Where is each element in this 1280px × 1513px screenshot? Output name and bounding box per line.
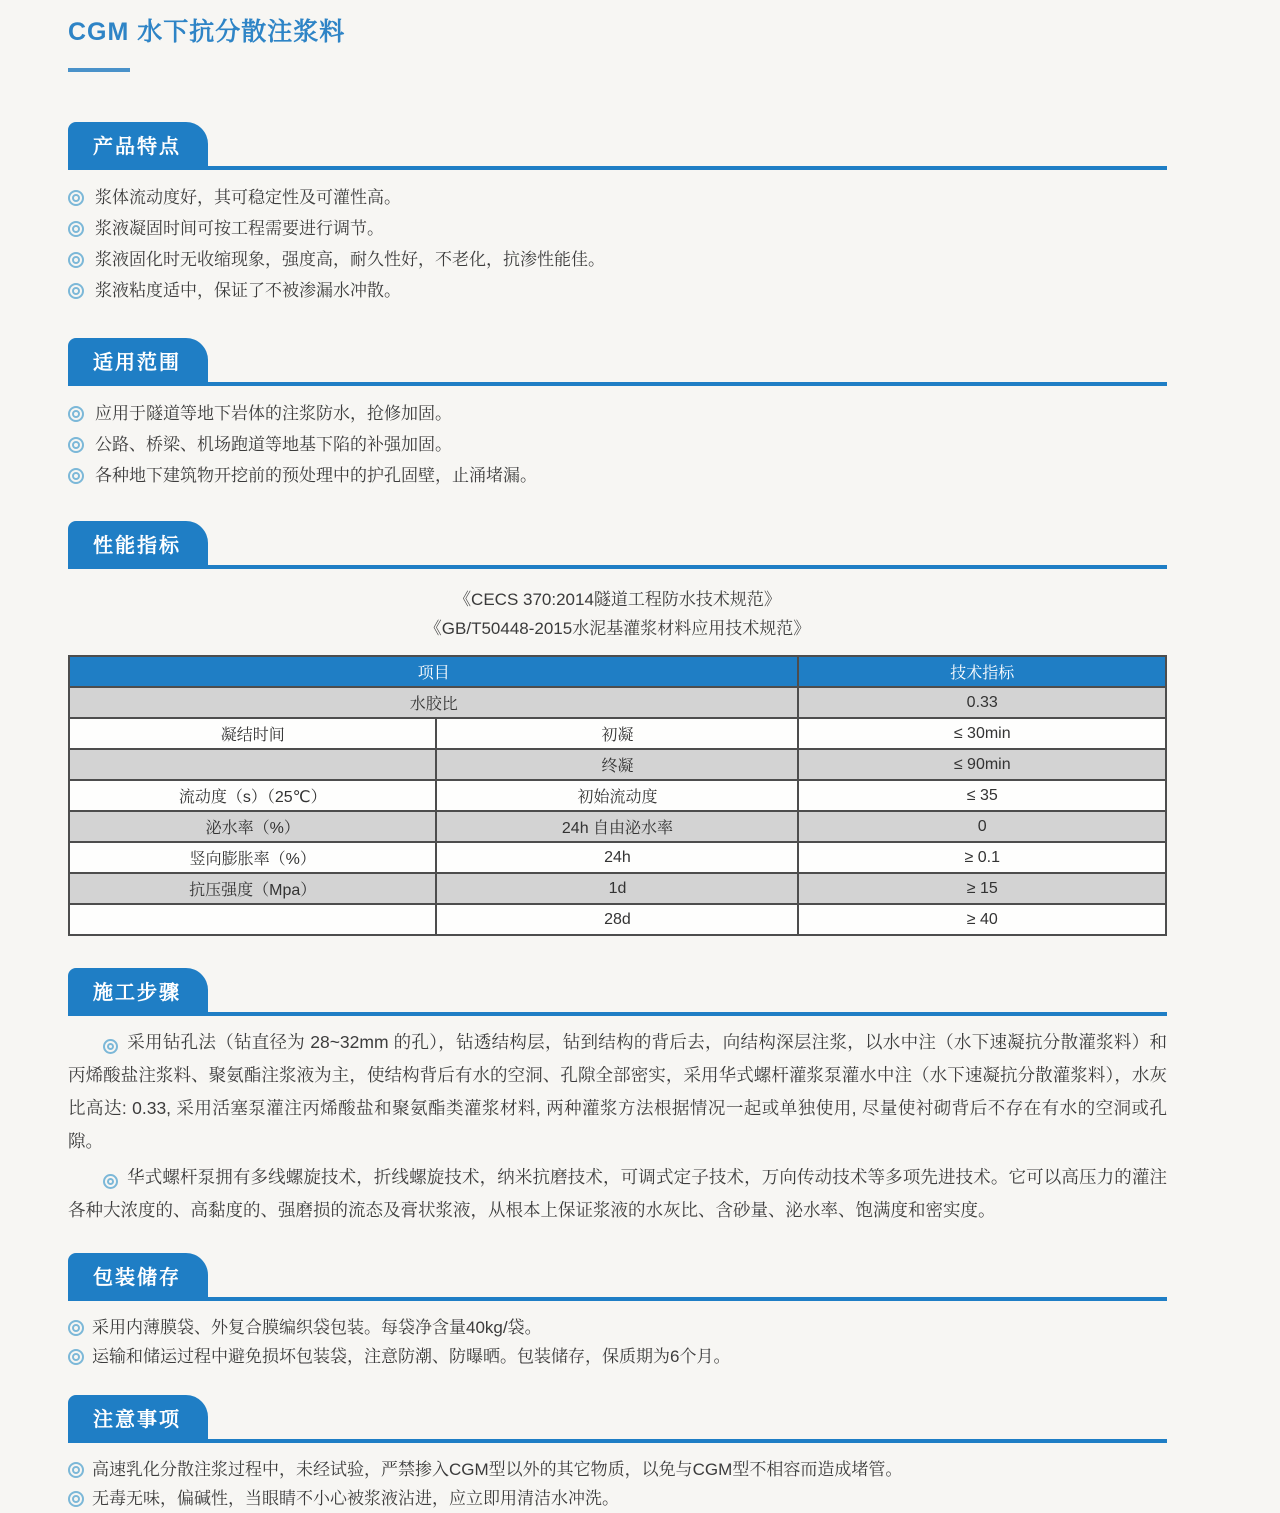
list-item (68, 182, 1167, 213)
section-notes (68, 1395, 1167, 1513)
list-item-text: 公路、桥梁、机场跑道等地基下陷的补强加固。 (95, 435, 452, 454)
construction-paragraphs (68, 1026, 1167, 1227)
scope-list (68, 398, 1167, 491)
table-cell: 0 (798, 811, 1166, 842)
page-title: CGM 水下抗分散注浆料 (68, 18, 346, 46)
list-item (68, 398, 1167, 429)
double-circle-bullet-icon (68, 468, 84, 484)
table-cell: 泌水率（%） (69, 811, 436, 842)
double-circle-bullet-icon (68, 1462, 84, 1478)
table-header-item: 项目 (69, 656, 798, 687)
list-item (68, 460, 1167, 491)
standards-references (68, 585, 1167, 643)
table-cell: 1d (436, 873, 798, 904)
list-item (68, 244, 1167, 275)
table-cell: 初始流动度 (436, 780, 798, 811)
list-item (68, 429, 1167, 460)
section-header-rule (68, 1253, 1167, 1301)
list-item-text: 应用于隧道等地下岩体的注浆防水，抢修加固。 (95, 404, 452, 423)
list-item-text: 浆液粘度适中，保证了不被渗漏水冲散。 (95, 281, 401, 300)
list-item-text: 浆体流动度好，其可稳定性及可灌性高。 (95, 188, 401, 207)
section-heading-packaging: 包装储存 (68, 1253, 208, 1297)
double-circle-bullet-icon (68, 252, 84, 268)
table-cell: ≥ 40 (798, 904, 1166, 935)
table-cell (69, 904, 436, 935)
section-header-rule (68, 338, 1167, 386)
double-circle-bullet-icon (68, 190, 84, 206)
double-circle-bullet-icon (68, 283, 84, 299)
double-circle-bullet-icon (103, 1174, 118, 1189)
packaging-list (68, 1313, 1167, 1371)
list-item-text: 浆液固化时无收缩现象，强度高，耐久性好，不老化，抗渗性能佳。 (95, 250, 605, 269)
section-heading-features: 产品特点 (68, 122, 208, 166)
table-header-row (69, 656, 1166, 687)
table-cell: 24h (436, 842, 798, 873)
section-construction (68, 968, 1167, 1227)
section-heading-notes: 注意事项 (68, 1395, 208, 1439)
list-item-text: 浆液凝固时间可按工程需要进行调节。 (95, 219, 384, 238)
table-row (69, 687, 1166, 718)
table-row (69, 873, 1166, 904)
table-row (69, 904, 1166, 935)
table-cell: ≤ 30min (798, 718, 1166, 749)
section-header-rule (68, 968, 1167, 1016)
features-list (68, 182, 1167, 306)
table-cell: 24h 自由泌水率 (436, 811, 798, 842)
table-cell: 凝结时间 (69, 718, 436, 749)
standard-reference: 《CECS 370:2014隧道工程防水技术规范》 (454, 590, 781, 609)
double-circle-bullet-icon (68, 437, 84, 453)
double-circle-bullet-icon (68, 1491, 84, 1507)
list-item-text: 无毒无味，偏碱性，当眼睛不小心被浆液沾进，应立即用清洁水冲洗。 (92, 1489, 619, 1508)
table-cell: ≤ 90min (798, 749, 1166, 780)
double-circle-bullet-icon (68, 406, 84, 422)
section-heading-performance: 性能指标 (68, 521, 208, 565)
table-row (69, 811, 1166, 842)
table-cell: 流动度（s）（25℃） (69, 780, 436, 811)
section-performance (68, 521, 1167, 936)
table-cell: ≥ 0.1 (798, 842, 1166, 873)
list-item (68, 1313, 1167, 1342)
section-features (68, 122, 1167, 306)
section-packaging (68, 1253, 1167, 1371)
section-header-rule (68, 122, 1167, 170)
double-circle-bullet-icon (68, 1320, 84, 1336)
table-cell: 28d (436, 904, 798, 935)
double-circle-bullet-icon (68, 221, 84, 237)
table-row (69, 842, 1166, 873)
list-item-text: 高速乳化分散注浆过程中，未经试验，严禁掺入CGM型以外的其它物质，以免与CGM型不相容而造成堵管。 (92, 1460, 903, 1479)
table-cell: 抗压强度（Mpa） (69, 873, 436, 904)
table-row (69, 718, 1166, 749)
performance-table-body (69, 687, 1166, 935)
list-item-text: 运输和储运过程中避免损坏包装袋，注意防潮、防曝晒。包装储存，保质期为6个月。 (92, 1347, 731, 1366)
section-scope (68, 338, 1167, 491)
performance-table (68, 655, 1167, 936)
title-underline (68, 68, 130, 72)
table-cell (69, 749, 436, 780)
table-cell: 终凝 (436, 749, 798, 780)
notes-list (68, 1455, 1167, 1513)
table-header-tech-index: 技术指标 (798, 656, 1166, 687)
table-cell: 初凝 (436, 718, 798, 749)
table-row (69, 780, 1166, 811)
table-cell: 水胶比 (69, 687, 798, 718)
table-row (69, 749, 1166, 780)
section-header-rule (68, 521, 1167, 569)
standard-reference: 《GB/T50448-2015水泥基灌浆材料应用技术规范》 (424, 619, 811, 638)
list-item (68, 1455, 1167, 1484)
section-header-rule (68, 1395, 1167, 1443)
list-item (68, 1484, 1167, 1513)
construction-paragraph: 华式螺杆泵拥有多线螺旋技术，折线螺旋技术，纳米抗磨技术，可调式定子技术，万向传动技术等多项先进技术。它可以高压力的灌注各种大浓度的、高黏度的、强磨损的流态及膏状浆液，从根本上保证浆液的水灰比、含砂量、泌水率、饱满度和密实度。 (68, 1167, 1167, 1220)
list-item-text: 各种地下建筑物开挖前的预处理中的护孔固壁，止涌堵漏。 (95, 466, 537, 485)
construction-paragraph: 采用钻孔法（钻直径为 28~32mm 的孔），钻透结构层，钻到结构的背后去，向结构深层注浆，以水中注（水下速凝抗分散灌浆料）和丙烯酸盐注浆料、聚氨酯注浆液为主，使结构背后有水的空洞、孔隙全部密实，采用华式螺杆灌浆泵灌水中注（水下速凝抗分散灌浆料），水灰比高达: 0.33, 采用活塞泵灌注丙烯酸盐和聚氨酯类灌浆材料, 两种灌浆方法根据情况一起或单独使用, 尽量使衬砌背后不存在有水的空洞或孔隙。 (68, 1032, 1167, 1151)
table-cell: ≤ 35 (798, 780, 1166, 811)
double-circle-bullet-icon (68, 1349, 84, 1365)
table-cell: 0.33 (798, 687, 1166, 718)
list-item-text: 采用内薄膜袋、外复合膜编织袋包装。每袋净含量40kg/袋。 (92, 1318, 542, 1337)
table-cell: 竖向膨胀率（%） (69, 842, 436, 873)
double-circle-bullet-icon (103, 1039, 118, 1054)
list-item (68, 213, 1167, 244)
section-heading-scope: 适用范围 (68, 338, 208, 382)
list-item (68, 275, 1167, 306)
list-item (68, 1342, 1167, 1371)
section-heading-construction: 施工步骤 (68, 968, 208, 1012)
table-cell: ≥ 15 (798, 873, 1166, 904)
